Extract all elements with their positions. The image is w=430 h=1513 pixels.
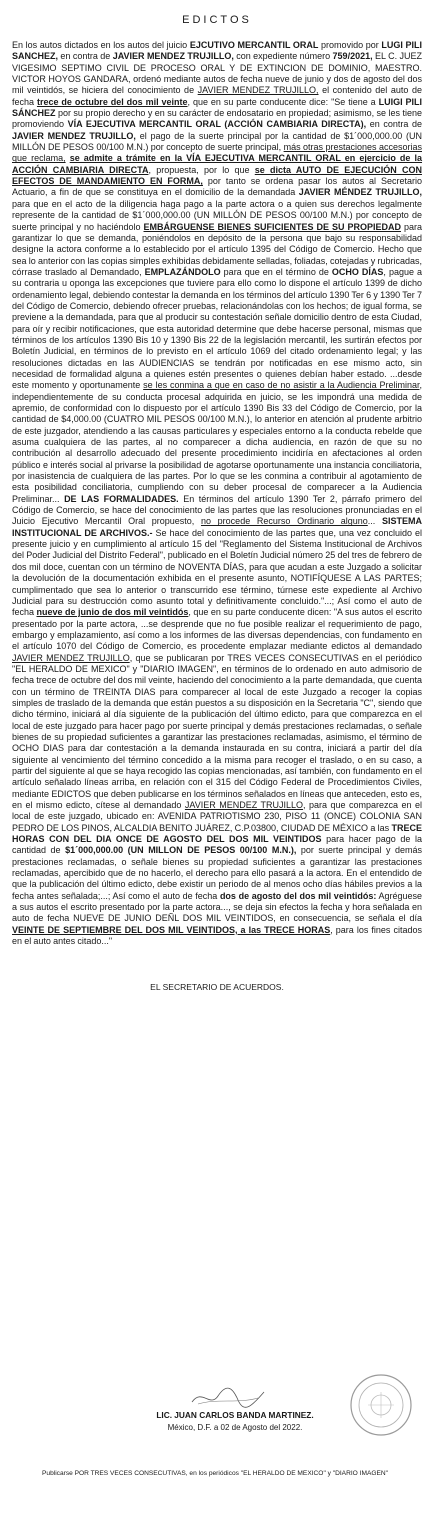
edict-body-text xyxy=(12,40,422,948)
signature-block xyxy=(0,1410,430,1432)
body-run: , para que comparezca en el local de este juzgado, ubicado en: AVENIDA PATRIOTISMO 230, PISO 11 (ONCE) COLONIA SAN PEDRO DE LOS PINOS, ALCALDIA BENITO JUÁREZ, C.P.03800, CIUDAD DE MÉXICO a las xyxy=(12,800,422,833)
body-run: En los autos dictados en los autos del juicio xyxy=(12,40,190,50)
body-run: , para los fines citados en el auto antes citado..." xyxy=(12,924,422,947)
body-run: EMBÁRGUENSE BIENES SUFICIENTES DE SU PROPIEDAD xyxy=(143,221,401,232)
body-run: EJCUTIVO MERCANTIL ORAL xyxy=(189,40,319,50)
body-run: en contra de xyxy=(366,119,422,130)
body-run: TRECE HORAS CON DEL DIA ONCE DE AGOSTO DEL DOS MIL VEINTIDOS xyxy=(12,822,422,845)
body-run: promovido por xyxy=(318,40,382,50)
body-run: nueve de junio de dos mil veintidós xyxy=(36,607,189,618)
signatory-name: LIC. JUAN CARLOS BANDA MARTINEZ. xyxy=(156,1410,314,1420)
body-run: el pago de la suerte principal por la cantidad de $1´000,000.00 (UN MILLÓN DE PESOS 00/100 M.N.) por concepto de suerte principal, xyxy=(12,130,423,153)
body-run: , que se publicaran por TRES VECES CONSECUTIVAS en el periódico "EL HERALDO DE MEXICO" y "DIARIO IMAGEN", en términos de lo ordenado en auto admisorio de fecha trece de octubre del dos mil veinte, haciendo del conocimiento a la parte demandada, que cuenta con un término de TREINTA DIAS para comparecer al local de este Juzgado a recoger la copias simples de traslado de la demanda que están puestos a su disposición en la Secretaria "C", siendo que dicho término, iniciará al día siguiente de la publicación del último edicto, para que comparezca en el local de este juzgado para hacer pago por suerte principal y demás prestaciones reclamadas, o señale bienes de su propiedad suficientes a garantizar las prestaciones reclamadas, asimismo, el término de OCHO DIAS para dar contestación a la demanda instaurada en su contra, iniciará a partir del día siguiente al vencimiento del término concedido a la misma para recoger el traslado, o en su caso, a partir del siguiente al que se haya recogido las copias mencionadas, así también, con fundamento en el artículo señalado líneas arriba, en relación con el 315 del Código Federal de Procedimientos Civiles, mediante EDICTOS que deben publicarse en los términos señalados en líneas que anteceden, esto es, en el mismo edicto, cítese al demandado xyxy=(12,652,423,811)
body-run: se admite a trámite en la VÍA EJECUTIVA MERCANTIL ORAL en ejercicio de la ACCIÓN CAMBIARIA DIRECTA xyxy=(12,153,423,175)
body-run: , pague a su contraria u oponga las excepciones que tuviere para ello como lo dispone el artículo 1399 de dicho ordenamiento legal, debiendo contestar la demanda en los términos del artículo 1390 Ter 6 y 1390 Ter 7 del Código de Comercio, debiendo ofrecer pruebas, relacionándolas con los hechos; de igual forma, se previene a la demandada, para que al producir su contestación señale domicilio dentro de esta Ciudad, para oír y recibir notificaciones, que esta autoridad determine que debe hacerse personal, mismas que términos de los artículos 1390 Bis 10 y 1390 Bis 22 de la legislación mercantil, les surtirán efectos por Boletín Judicial, en términos de lo previsto en el artículo 1069 del citado ordenamiento legal; y las resoluciones dictadas en las AUDIENCIAS se tendrán por notificadas en ese mismo acto, sin necesidad de formalidad alguna a quienes estén presentes o quienes debían haber estado. ...desde este momento y oportunamente xyxy=(12,266,422,391)
body-run: por suerte principal y demás prestaciones reclamadas, o señale bienes su propiedad suficientes a garantizar las prestaciones reclamadas, apercibido que de no hacerlo, el derecho para ello pasará a la actora. En el entendido de que la publicación del último edicto, debe existir un periodo de al menos ocho días hábiles previos a la fecha antes señalada;...; Así como el auto de fecha xyxy=(12,845,422,901)
body-run: VEINTE DE SEPTIEMBRE DEL DOS MIL VEINTIDOS, a las TRECE HORAS xyxy=(12,924,331,935)
body-run: $1´000,000.00 (UN MILLON DE PESOS 00/100 M.N.), xyxy=(65,845,297,856)
body-run: VÍA EJECUTIVA MERCANTIL ORAL (ACCIÓN CAMBIARIA DIRECTA), xyxy=(67,119,367,130)
place-date: México, D.F. a 02 de Agosto del 2022. xyxy=(167,1423,303,1432)
body-run: se dicta AUTO DE EJECUCIÓN CON EFECTOS DE MANDAMIENTO EN FORMA, xyxy=(12,164,422,187)
body-run: por tanto se ordena pasar los autos al Secretario Actuario, a fin de que se constituya en el domicilio de la demandada xyxy=(12,176,422,198)
publication-note: Publicarse POR TRES VECES CONSECUTIVAS, en los periódicos "EL HERALDO DE MEXICO" y "DIARIO IMAGEN" xyxy=(42,1470,388,1477)
body-run: , independientemente de su conducta procesal adquirida en juicio, se les impondrá una medida de apremio, de conformidad con lo dispuesto por el artículo 1390 Bis 33 del Código de Comercio, por la cantidad de $4,000.00 (CUATRO MIL PESOS 00/100 M.N.), lo anterior en atención al prudente arbitrio de este juzgador, atendiendo a las causas particulares y especiales entorno a la conducta rebelde que asuma cualquiera de las partes, al no comparecer a dicha audiencia, en razón de que su no contribución al desarrollo adecuado del presente procedimiento incidiría en afectaciones al orden público e interés social al privarse la posibilidad de agotarse oportunamente una instancia conciliatoria, por inasistencia de cualquiera de las partes. Por lo que se les conmina a contribuir al agotamiento de esta posibilidad conciliatoria, cumpliendo con su deber procesal de comparecer a la Audiencia Preliminar... xyxy=(12,380,423,504)
body-run: EL C. JUEZ VIGESIMO SEPTIMO CIVIL DE PROCESO ORAL Y DE EXTINCION DE DOMINIO, MAESTRO. VICTOR HOYOS GANDARA, ordenó mediante autos de fecha nueve de junio y dos de agosto del dos mil veintidós, se hiciera del conocimiento de xyxy=(12,51,422,96)
body-run: con expediente número xyxy=(233,51,333,62)
body-run: En términos del artículo 1390 Ter 2, párrafo primero del Código de Comercio, se hace del conocimiento de las partes que las resoluciones pronunciadas en el Juicio Ejecutivo Mercantil Oral propuesto, xyxy=(12,493,423,527)
body-run: EMPLAZÁNDOLO xyxy=(144,266,221,277)
body-run: para que en el término de xyxy=(220,266,332,277)
body-run: OCHO DÍAS xyxy=(331,266,384,277)
body-run: se les conmina a que en caso de no asistir a la Audiencia Preliminar xyxy=(143,380,420,391)
body-run: LUGI PILI SANCHEZ, xyxy=(12,40,422,62)
signature-icon xyxy=(188,1384,268,1410)
body-run: , propuesta, por lo que xyxy=(148,164,255,175)
body-run: por su propio derecho y en su carácter de endosatario en propiedad; asimismo, se les tiene promoviendo xyxy=(12,108,422,130)
body-run: JAVIER MENDEZ TRUJILLO xyxy=(184,800,304,811)
body-run: el contenido del auto de fecha xyxy=(12,85,422,107)
body-run: para garantizar lo que se demanda, poniéndolos en depósito de la persona que bajo su responsabilidad designe la actora conforme a lo establecido por el artículo 1395 del Código de Comercio. Hecho que sea lo anterior con las copias simples exhibidas debidamente selladas, foliadas, cotejadas y rubricadas, córrase traslado al Demandado, xyxy=(12,221,422,277)
body-run: 759/2021, xyxy=(332,51,373,62)
body-run: JAVIER MENDEZ TRUJILLO, xyxy=(112,51,234,62)
body-run: , que en su parte conducente dicen: "A sus autos el escrito presentado por la parte actora, ...se desprende que no fue posible realizar el requerimiento de pago, embargo y emplazamiento, así como a los informes de las diversas dependencias, con fundamento en el artículo 1070 del Código de Comercio, es procedente emplazar mediante edictos al demandado xyxy=(12,607,423,652)
body-run: en contra de xyxy=(58,51,113,62)
body-run: trece de octubre del dos mil veinte xyxy=(36,96,188,107)
body-run: JAVIER MENDEZ TRUJILLO xyxy=(12,652,130,663)
body-run: DE LAS FORMALIDADES. xyxy=(64,493,179,504)
secretary-label: EL SECRETARIO DE ACUERDOS. xyxy=(150,981,284,992)
body-run: dos de agosto del dos mil veintidós: xyxy=(219,890,377,901)
body-run: más otras prestaciones accesorias que reclama, xyxy=(12,142,422,164)
body-run: Agréguese a sus autos el escrito presentado por la parte actora..., se deja sin efectos la fecha y hora señalada en auto de fecha NUEVE DE JUNIO DEÑL DOS MIL VEINTIDOS, en consecuencia, se señala el día xyxy=(12,890,423,924)
body-run: para que en el acto de la diligencia haga pago a la parte actora o a quien sus derechos legalmente represente de la cantidad de $1´000,000.00 (UN MILLÓN DE PESOS 00/100 M.N.) por concepto de suerte principal y no haciéndolo xyxy=(12,198,422,232)
document-title: EDICTOS xyxy=(182,14,252,26)
body-run: LUIGI PILI SÁNCHEZ xyxy=(12,96,423,119)
body-run: ... xyxy=(367,516,382,527)
body-run: JAVIER MÉNDEZ TRUJILLO, xyxy=(298,187,422,198)
body-run: , que en su parte conducente dice: "Se tiene a xyxy=(187,96,379,107)
body-run: no procede Recurso Ordinario alguno xyxy=(200,516,368,527)
body-run: Se hace del conocimiento de las partes que, una vez concluido el presente juicio y en cumplimiento al artículo 15 del "Reglamento del Sistema Institucional de Archivos del Poder Judicial del Distrito Federal", publicado en el Boletín Judicial número 25 del tres de febrero de dos mil doce, cuentan con un término de NOVENTA DÍAS, para que acudan a este Juzgado a solicitar la devolución de la documentación exhibida en el presente asunto, NOTIFÍQUESE A LAS PARTES; cumplimentado que sea lo anterior o transcurrido ese término, túrnese este expediente al Archivo Judicial para su destrucción como asunto total y definitivamente concluido."...; Así como el auto de fecha xyxy=(12,527,422,618)
body-run: JAVIER MENDEZ TRUJILLO, xyxy=(12,130,136,141)
body-run: JAVIER MENDEZ TRUJILLO, xyxy=(197,85,319,96)
body-run: SISTEMA INSTITUCIONAL DE ARCHIVOS.- xyxy=(12,516,422,538)
body-run: para hacer pago de la cantidad de xyxy=(12,834,422,856)
